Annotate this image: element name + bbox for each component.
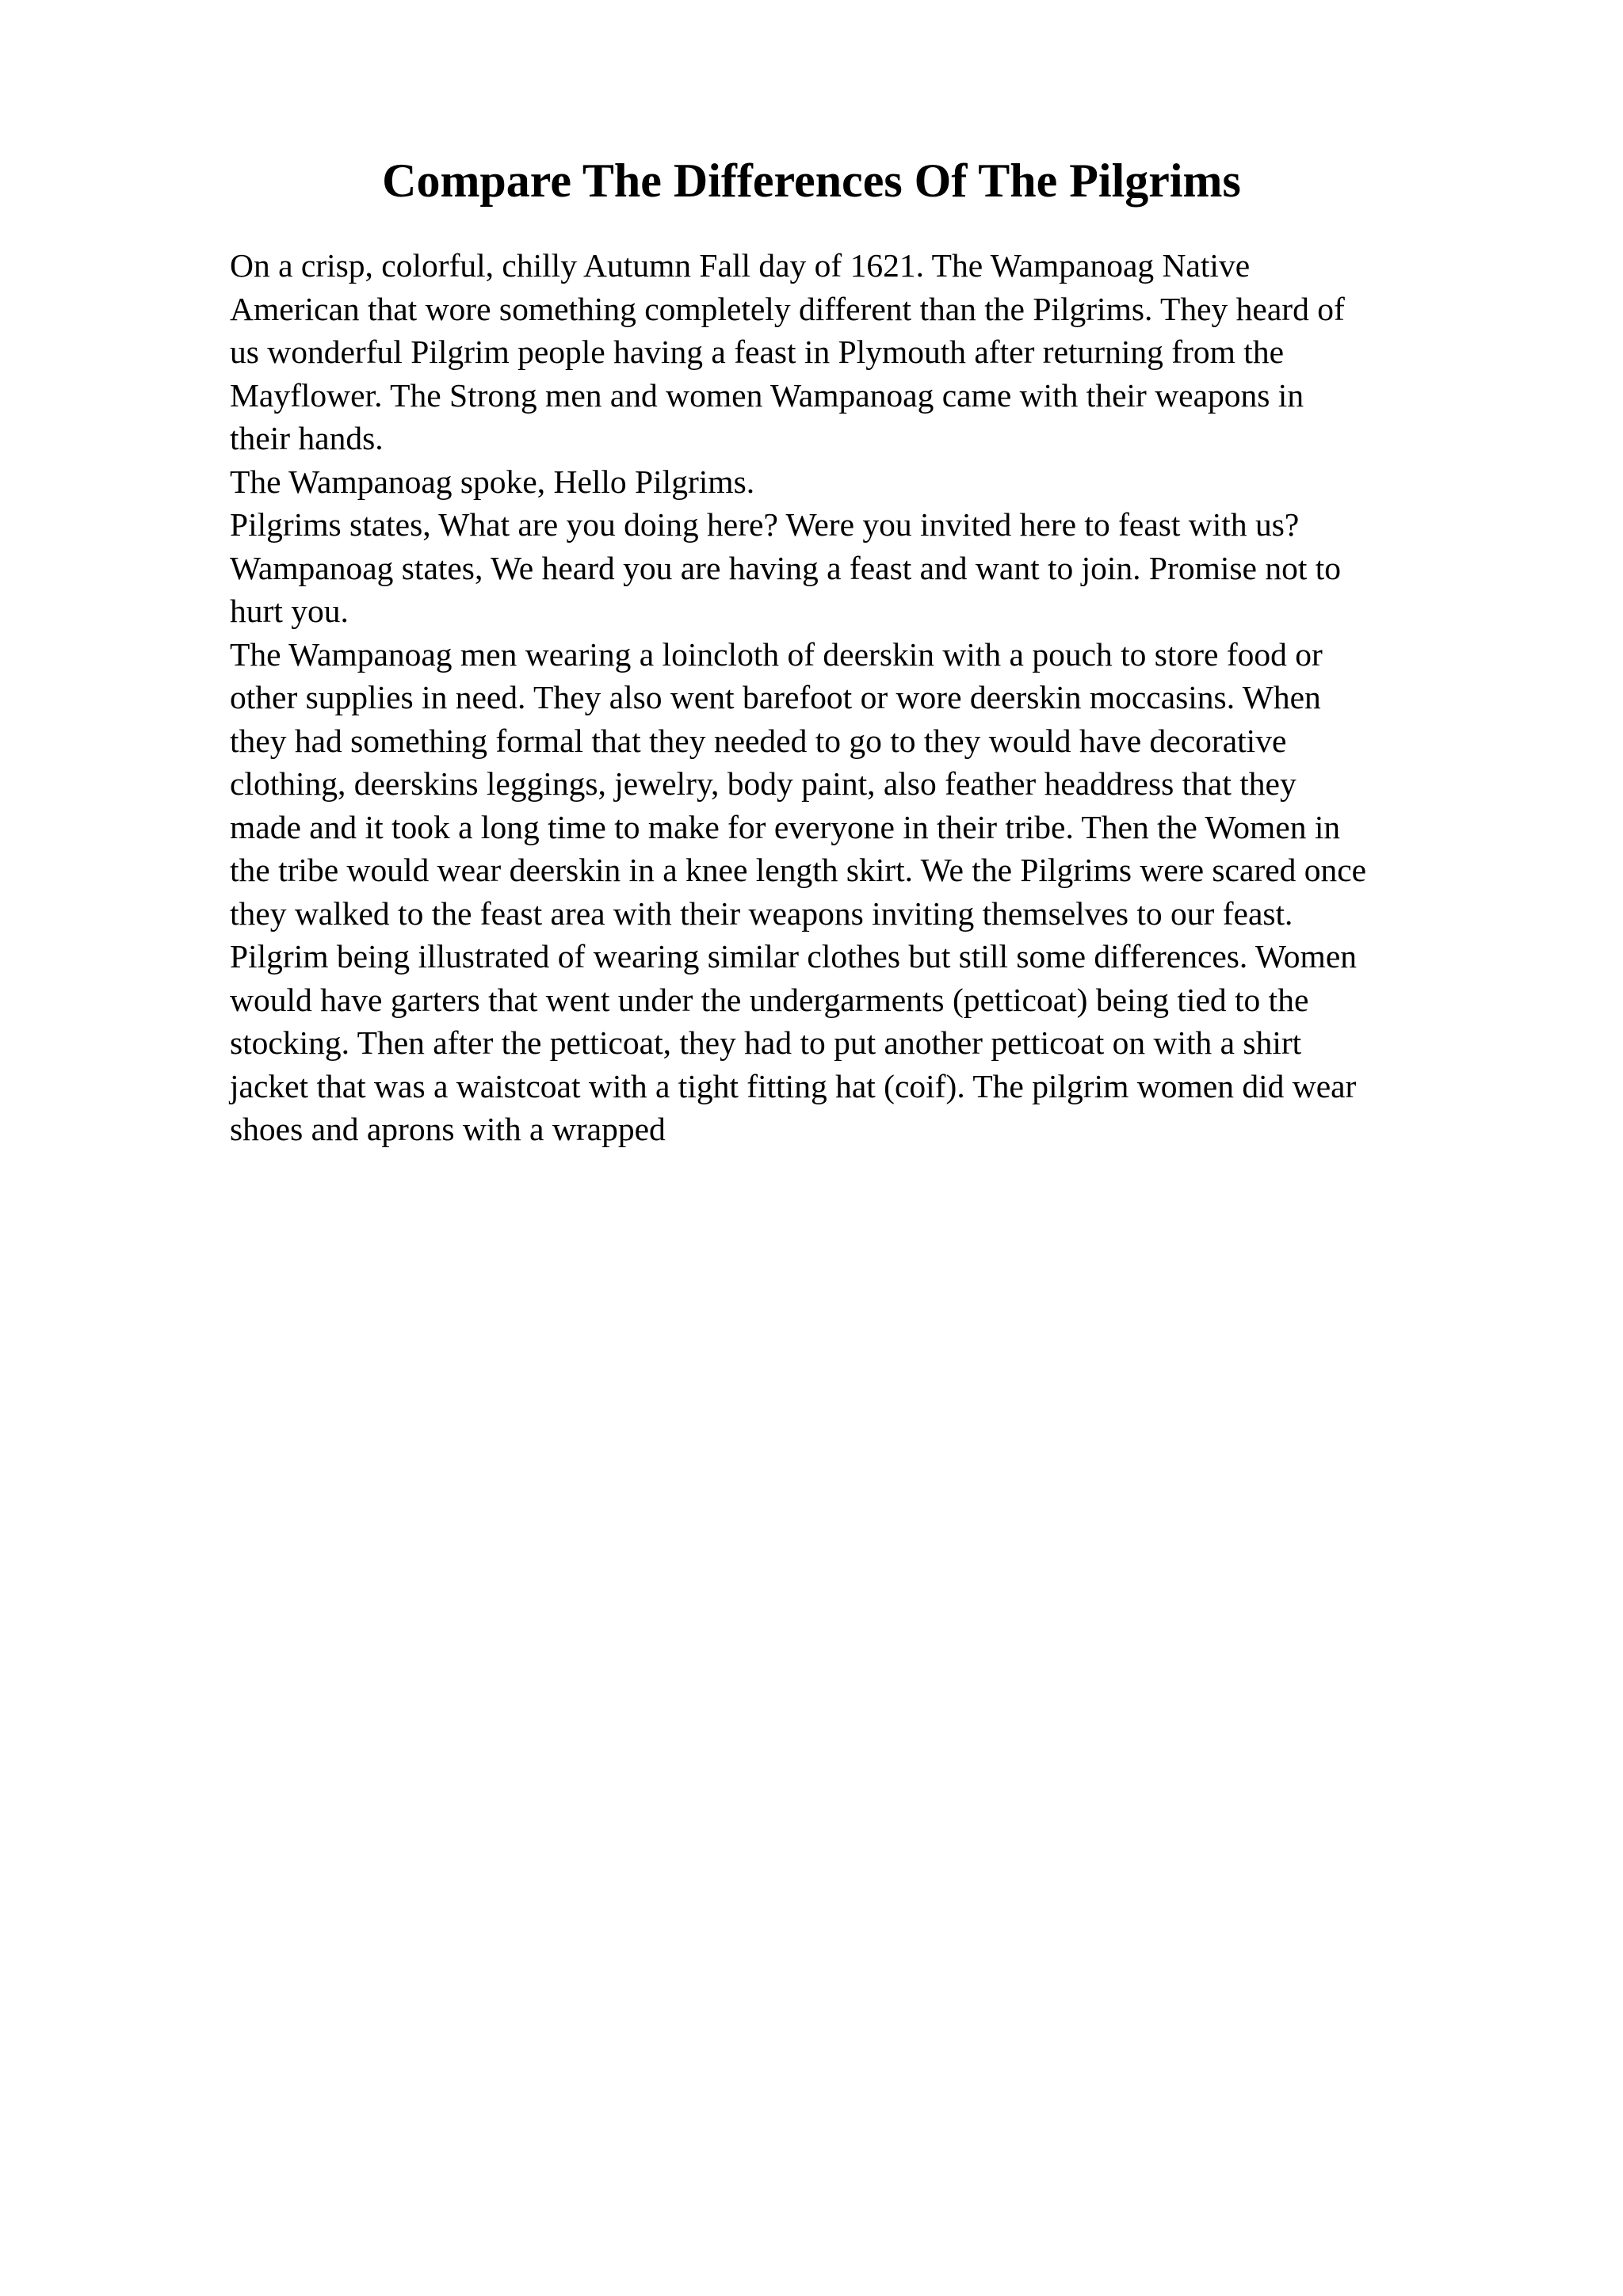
text-line: would have garters that went under the undergarments (petticoat) being tied to the: [230, 981, 1309, 1018]
text-line: Pilgrims states, What are you doing here? Were you invited here to feast with us?: [230, 506, 1300, 543]
text-line: The Wampanoag men wearing a loincloth of deerskin with a pouch to store food or: [230, 635, 1323, 673]
text-line: other supplies in need. They also went barefoot or wore deerskin moccasins. When: [230, 679, 1321, 715]
text-line: us wonderful Pilgrim people having a feast in Plymouth after returning from the: [230, 334, 1285, 370]
text-line: Mayflower. The Strong men and women Wampanoag came with their weapons in: [230, 376, 1304, 414]
text-line: The Wampanoag spoke, Hello Pilgrims.: [230, 463, 755, 500]
text-line: jacket that was a waistcoat with a tight fitting hat (coif). The pilgrim women did wear: [230, 1067, 1357, 1104]
text-line: shoes and aprons with a wrapped: [230, 1111, 666, 1147]
text-line: stocking. Then after the petticoat, they had to put another petticoat on with a shirt: [230, 1024, 1302, 1061]
text-line: Pilgrim being illustrated of wearing similar clothes but still some differences. Women: [230, 938, 1357, 974]
text-line: they walked to the feast area with their weapons inviting themselves to our feast.: [230, 894, 1293, 932]
body-text: [230, 244, 1529, 1151]
text-line: clothing, deerskins leggings, jewelry, body paint, also feather headdress that they: [230, 765, 1296, 802]
text-line: their hands.: [230, 420, 384, 456]
text-line: they had something formal that they needed to go to they would have decorative: [230, 722, 1287, 759]
text-line: made and it took a long time to make for everyone in their tribe. Then the Women in: [230, 808, 1341, 845]
text-line: hurt you.: [230, 593, 349, 629]
text-line: On a crisp, colorful, chilly Autumn Fall day of 1621. The Wampanoag Native: [230, 247, 1251, 284]
text-line: Wampanoag states, We heard you are having a feast and want to join. Promise not to: [230, 549, 1342, 586]
text-line: American that wore something completely different than the Pilgrims. They heard of: [230, 290, 1345, 327]
text-line: the tribe would wear deerskin in a knee length skirt. We the Pilgrims were scared once: [230, 852, 1367, 888]
page-title: Compare The Differences Of The Pilgrims: [382, 154, 1241, 207]
